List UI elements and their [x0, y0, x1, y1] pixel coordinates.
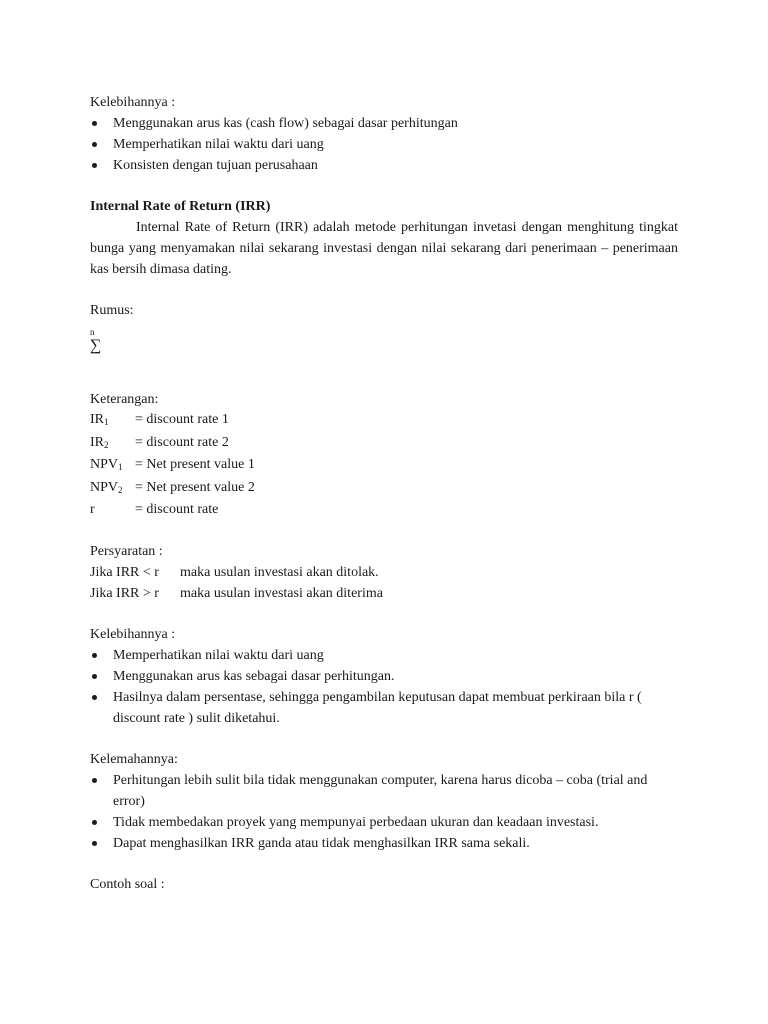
requirement-result: maka usulan investasi akan ditolak.	[180, 564, 379, 580]
requirement-row	[90, 583, 678, 604]
legend-definition: = Net present value 2	[135, 479, 255, 495]
section-title: Internal Rate of Return (IRR)	[90, 199, 271, 214]
legend-row	[90, 478, 678, 501]
list-item: Menggunakan arus kas sebagai dasar perhitungan.	[90, 666, 678, 687]
legend-row	[90, 500, 678, 521]
legend-subscript: 2	[118, 484, 123, 495]
requirement-result: maka usulan investasi akan diterima	[180, 585, 383, 601]
legend-term: IR	[90, 434, 104, 450]
legend-term: NPV	[90, 457, 119, 472]
disadvantages-heading: Kelemahannya:	[90, 751, 178, 767]
list-item: Tidak membedakan proyek yang mempunyai perbedaan ukuran dan keadaan investasi.	[90, 812, 678, 833]
list-item: Menggunakan arus kas (cash flow) sebagai dasar perhitungan	[90, 113, 678, 134]
advantages-heading: Kelebihannya :	[90, 95, 176, 110]
legend-definition: = Net present value 1	[135, 457, 255, 472]
disadvantages-list	[90, 770, 678, 854]
legend-subscript: 1	[104, 417, 109, 427]
legend-term: r	[90, 502, 95, 517]
sigma-symbol: ∑	[90, 337, 102, 354]
list-item: Memperhatikan nilai waktu dari uang	[90, 134, 678, 155]
advantages-list	[90, 645, 678, 729]
legend-list	[90, 410, 678, 521]
requirements-heading: Persyaratan :	[90, 543, 163, 559]
legend-row	[90, 455, 678, 478]
list-item: Konsisten dengan tujuan perusahaan	[90, 155, 678, 176]
list-item: Hasilnya dalam persentase, sehingga pengambilan keputusan dapat membuat perkiraan bila r ( discount rate ) sulit diketahui.	[90, 687, 678, 729]
requirement-condition: Jika IRR > r	[90, 585, 159, 601]
list-item: Perhitungan lebih sulit bila tidak menggunakan computer, karena harus dicoba – coba (trial and error)	[90, 770, 678, 812]
example-heading: Contoh soal :	[90, 876, 165, 892]
legend-row	[90, 410, 678, 433]
legend-subscript: 2	[104, 439, 109, 450]
legend-definition: = discount rate 1	[135, 412, 229, 427]
formula-label: Rumus:	[90, 303, 134, 318]
formula	[90, 327, 678, 361]
requirement-condition: Jika IRR < r	[90, 564, 159, 580]
list-item: Dapat menghasilkan IRR ganda atau tidak menghasilkan IRR sama sekali.	[90, 833, 678, 854]
advantages-list	[90, 113, 678, 176]
irr-paragraph: Internal Rate of Return (IRR) adalah metode perhitungan invetasi dengan menghitung tingkat bunga yang menyamakan nilai sekarang investasi dengan nilai sekarang dari penerimaan – penerimaan kas bersih dimasa dating.	[90, 220, 678, 277]
legend-subscript: 1	[118, 462, 123, 472]
legend-term: IR	[90, 412, 104, 427]
document-page	[90, 92, 678, 895]
legend-term: NPV	[90, 479, 119, 495]
list-item: Memperhatikan nilai waktu dari uang	[90, 645, 678, 666]
legend-definition: = discount rate 2	[135, 434, 229, 450]
legend-heading: Keterangan:	[90, 392, 159, 407]
sigma-superscript: n	[90, 327, 95, 337]
requirement-row	[90, 562, 678, 583]
advantages-heading: Kelebihannya :	[90, 626, 176, 642]
legend-row	[90, 433, 678, 456]
legend-definition: = discount rate	[135, 502, 219, 517]
